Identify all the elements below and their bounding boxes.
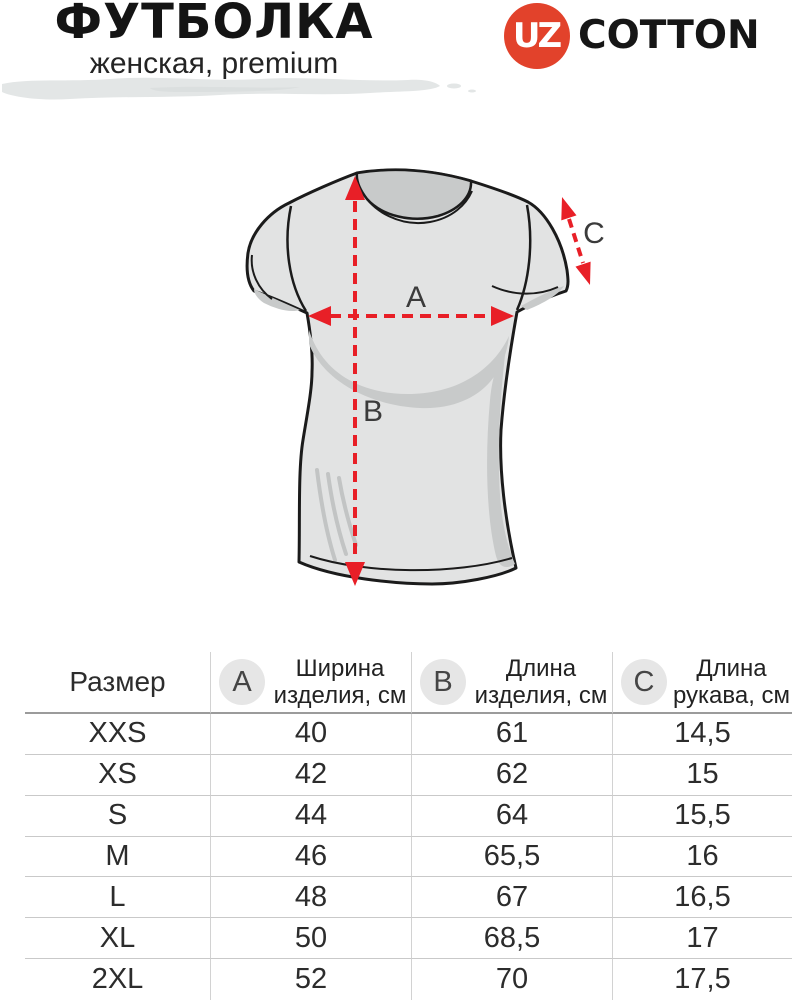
length-cell: 70: [411, 959, 612, 1000]
size-cell: L: [25, 877, 210, 918]
length-cell: 65,5: [411, 837, 612, 878]
size-cell: M: [25, 837, 210, 878]
length-cell: 67: [411, 877, 612, 918]
width-cell: 48: [210, 877, 411, 918]
size-cell: S: [25, 796, 210, 837]
sleeve-cell: 17: [612, 918, 792, 959]
page-title: ФУТБОЛКА: [54, 0, 374, 50]
diagram-label-a: A: [405, 281, 427, 314]
width-cell: 40: [210, 714, 411, 755]
size-cell: XXS: [25, 714, 210, 755]
badge-a: A: [219, 659, 265, 705]
size-cell: XS: [25, 755, 210, 796]
column-header-sleeve-line2: рукава, см: [672, 682, 791, 709]
sleeve-cell: 14,5: [612, 714, 792, 755]
sleeve-cell: 16: [612, 837, 792, 878]
sleeve-cell: 15,5: [612, 796, 792, 837]
width-cell: 46: [210, 837, 411, 878]
size-cell: 2XL: [91, 962, 144, 995]
width-cell: 42: [210, 755, 411, 796]
column-header-length-line2: изделия, см: [474, 682, 608, 709]
length-cell: 62: [411, 755, 612, 796]
sleeve-cell: 15: [612, 755, 792, 796]
column-header-width: [210, 652, 411, 714]
length-cell: 68,5: [411, 918, 612, 959]
badge-c: C: [621, 659, 667, 705]
width-cell: 50: [210, 918, 411, 959]
column-header-length: [411, 652, 612, 714]
width-cell: 52: [210, 959, 411, 1000]
column-header-length-label: [470, 655, 612, 709]
brand-initials: UZ: [512, 16, 560, 56]
sleeve-cell: 17,5: [612, 959, 792, 1000]
badge-b: B: [420, 659, 466, 705]
column-header-sleeve: [612, 652, 792, 714]
column-header-sleeve-label: [671, 655, 792, 709]
size-table: [25, 652, 792, 1000]
width-cell: 44: [210, 796, 411, 837]
column-header-sleeve-line1: Длина: [696, 655, 767, 682]
column-header-width-line2: изделия, см: [273, 682, 407, 709]
column-header-length-line1: Длина: [505, 655, 577, 682]
brand-name: COTTON: [578, 13, 760, 58]
sleeve-cell: 16,5: [612, 877, 792, 918]
column-header-width-label: [269, 655, 411, 709]
column-header-size: Размер: [25, 652, 210, 714]
column-header-width-line1: Ширина: [295, 655, 385, 682]
diagram-label-b: B: [362, 395, 384, 428]
size-cell: XL: [25, 918, 210, 959]
tshirt-body: [247, 170, 568, 584]
diagram-label-c: C: [583, 217, 605, 250]
length-cell: 64: [411, 796, 612, 837]
length-cell: 61: [411, 714, 612, 755]
page-subtitle: женская, premium: [89, 47, 339, 80]
